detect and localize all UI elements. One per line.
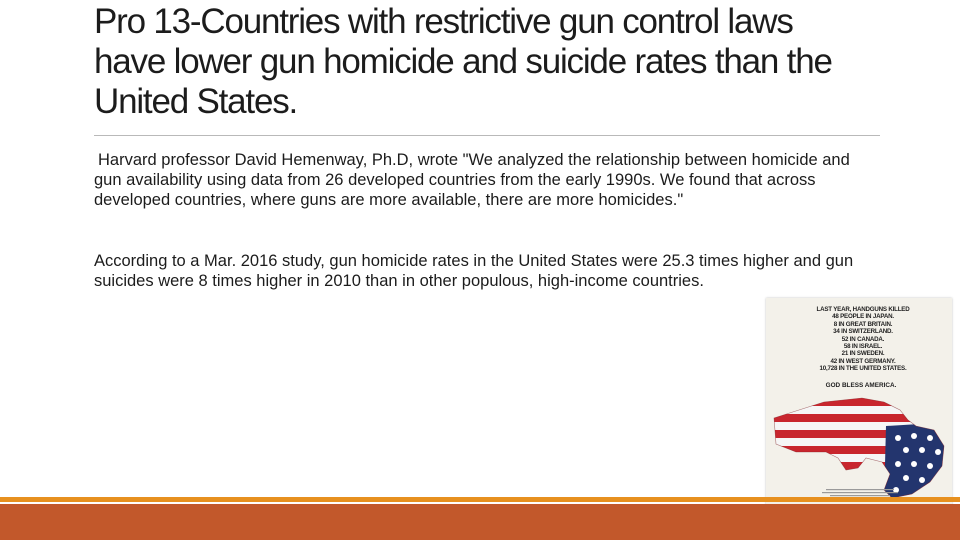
footer-accent-line [0, 497, 960, 502]
poster-line: 52 IN CANADA. [841, 335, 885, 343]
poster-line: 58 IN ISRAEL. [843, 343, 883, 351]
poster-line: 21 IN SWEDEN. [841, 350, 885, 358]
paragraph-hemenway-quote: Harvard professor David Hemenway, Ph.D, wrote "We analyzed the relationship between homicide and gun availability using data from 26 developed countries from the early 1990s. We found that across developed countries, where guns are more available, there are more homicides." [94, 151, 850, 209]
poster-statistics [788, 306, 938, 373]
paragraph-2016-study: According to a Mar. 2016 study, gun homicide rates in the United States were 25.3 times higher and gun suicides were 8 times higher in 2010 than in other populous, high-income countries. [94, 252, 854, 290]
poster-line: 42 IN WEST GERMANY. [830, 357, 896, 365]
poster-line: 10,728 IN THE UNITED STATES. [819, 365, 907, 373]
poster-line: 34 IN SWITZERLAND. [833, 328, 893, 336]
footer-bar [0, 504, 960, 540]
poster-line: LAST YEAR, HANDGUNS KILLED [816, 306, 910, 313]
poster-line: 8 IN GREAT BRITAIN. [833, 320, 893, 328]
title-divider [94, 135, 880, 136]
slide-title: Pro 13-Countries with restrictive gun control laws have lower gun homicide and suicide rates than the United States. [94, 2, 832, 121]
poster-line: 48 PEOPLE IN JAPAN. [832, 313, 894, 321]
handgun-poster-image [766, 298, 952, 520]
poster-tagline: GOD BLESS AMERICA. [825, 382, 897, 389]
